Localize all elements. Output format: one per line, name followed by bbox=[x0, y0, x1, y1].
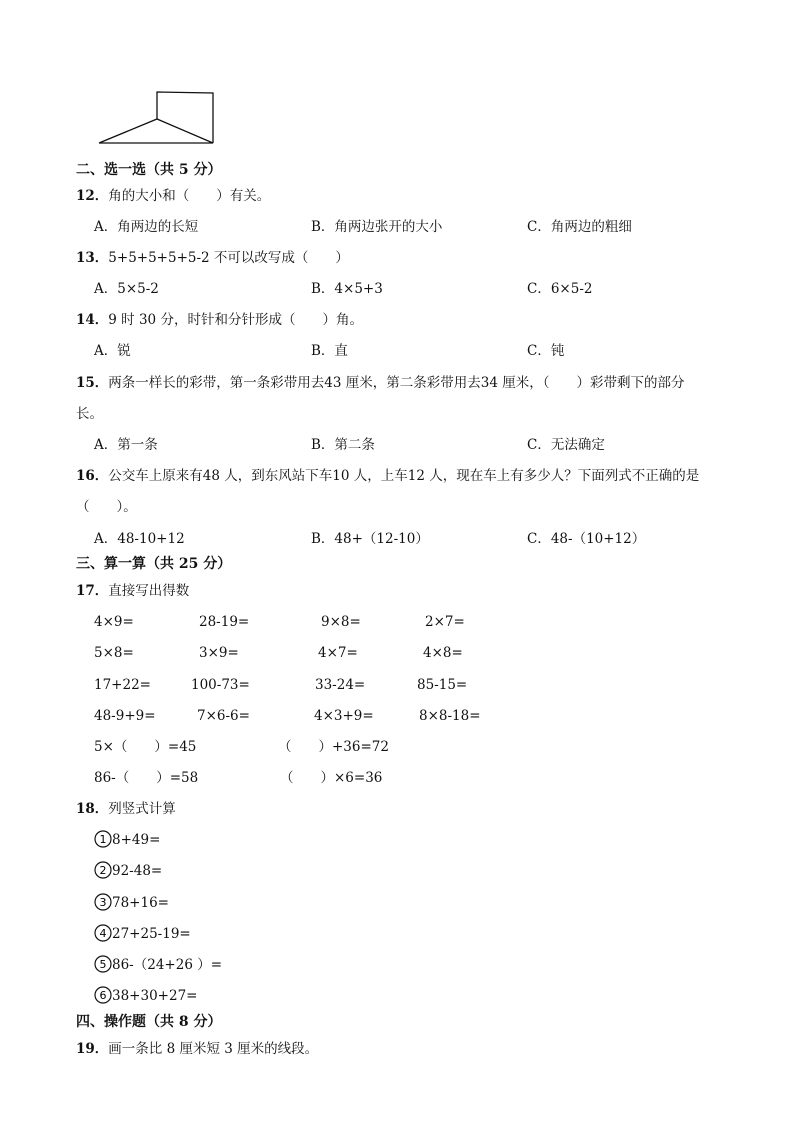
q14-option-c: C．钝 bbox=[527, 343, 565, 359]
calc-item: 5×8= bbox=[94, 645, 134, 661]
calc-item: 8×8-18= bbox=[419, 708, 481, 724]
vertical-calc-item bbox=[94, 986, 197, 1006]
question-text: 画一条比 8 厘米短 3 厘米的线段。 bbox=[108, 1041, 319, 1057]
question-text: 直接写出得数 bbox=[108, 583, 190, 599]
q15-option-a: A．第一条 bbox=[94, 437, 158, 453]
q15-option-b: B．第二条 bbox=[311, 437, 375, 453]
question-number: 16． bbox=[76, 468, 109, 484]
question-14 bbox=[76, 310, 363, 330]
question-18 bbox=[76, 799, 176, 819]
calc-item: （ ）×6=36 bbox=[280, 770, 383, 786]
circled-number-icon bbox=[94, 924, 112, 942]
svg-text:4: 4 bbox=[99, 927, 107, 940]
calc-item: 7×6-6= bbox=[197, 708, 250, 724]
section-2-heading: 二、选一选（共 5 分） bbox=[76, 162, 222, 178]
calc-expression: 92-48= bbox=[112, 863, 163, 879]
svg-text:1: 1 bbox=[99, 833, 107, 846]
question-number: 17． bbox=[76, 583, 109, 599]
question-text: 9 时 30 分，时针和分针形成（ ）角。 bbox=[108, 312, 363, 328]
svg-text:6: 6 bbox=[99, 989, 107, 1002]
section-4-heading: 四、操作题（共 8 分） bbox=[76, 1014, 222, 1030]
calc-item: 4×3+9= bbox=[314, 708, 374, 724]
question-text: 5+5+5+5+5-2 不可以改写成（ ） bbox=[108, 250, 349, 266]
q12-option-b: B．角两边张开的大小 bbox=[311, 219, 443, 235]
calc-expression: 8+49= bbox=[112, 832, 161, 848]
calc-item: 3×9= bbox=[199, 645, 239, 661]
question-12 bbox=[76, 186, 270, 206]
question-17 bbox=[76, 581, 189, 601]
q12-option-c: C．角两边的粗细 bbox=[527, 219, 632, 235]
q16-option-a: A．48-10+12 bbox=[94, 531, 185, 547]
question-number: 19． bbox=[76, 1041, 109, 1057]
question-19 bbox=[76, 1039, 318, 1059]
vertical-calc-item bbox=[94, 893, 169, 913]
calc-item: 17+22= bbox=[94, 677, 151, 693]
question-number: 12． bbox=[76, 188, 109, 204]
calc-expression: 78+16= bbox=[112, 895, 169, 911]
question-number: 18． bbox=[76, 801, 109, 817]
svg-text:5: 5 bbox=[99, 958, 107, 971]
q13-option-b: B．4×5+3 bbox=[311, 281, 383, 297]
question-text-line-1: 公交车上原来有48 人，到东风站下车10 人，上车12 人，现在车上有多少人？下面列式不正确的是 bbox=[108, 468, 700, 484]
calc-item: 9×8= bbox=[321, 614, 361, 630]
q16-option-b: B．48+（12-10） bbox=[311, 531, 429, 547]
calc-expression: 86-（24+26 ）= bbox=[112, 957, 223, 973]
calc-item: 86-（ ）=58 bbox=[94, 770, 199, 786]
question-15 bbox=[76, 373, 685, 393]
calc-item: （ ）+36=72 bbox=[278, 739, 389, 755]
question-16-line-2: （ ）。 bbox=[76, 499, 137, 515]
calc-item: 4×7= bbox=[318, 645, 358, 661]
q14-option-a: A．锐 bbox=[94, 343, 131, 359]
circled-number-icon bbox=[94, 893, 112, 911]
calc-item: 4×8= bbox=[423, 645, 463, 661]
calc-item: 100-73= bbox=[191, 677, 250, 693]
circled-number-icon bbox=[94, 830, 112, 848]
svg-text:3: 3 bbox=[99, 896, 107, 909]
circled-number-icon bbox=[94, 986, 112, 1004]
circled-number-icon bbox=[94, 861, 112, 879]
vertical-calc-item bbox=[94, 955, 222, 975]
question-text: 列竖式计算 bbox=[108, 801, 176, 817]
q12-option-a: A．角两边的长短 bbox=[94, 219, 199, 235]
q15-option-c: C．无法确定 bbox=[527, 437, 605, 453]
question-number: 14． bbox=[76, 312, 109, 328]
calc-item: 85-15= bbox=[417, 677, 468, 693]
question-15-line-2: 长。 bbox=[76, 406, 103, 422]
q13-option-a: A．5×5-2 bbox=[94, 281, 159, 297]
question-number: 15． bbox=[76, 375, 109, 391]
question-16 bbox=[76, 466, 699, 486]
vertical-calc-item bbox=[94, 924, 191, 944]
circled-number-icon bbox=[94, 955, 112, 973]
calc-item: 48-9+9= bbox=[94, 708, 156, 724]
q14-option-b: B．直 bbox=[311, 343, 348, 359]
calc-item: 2×7= bbox=[425, 614, 465, 630]
figure-angle-rays bbox=[99, 119, 213, 143]
q13-option-c: C．6×5-2 bbox=[527, 281, 593, 297]
vertical-calc-item bbox=[94, 861, 162, 881]
calc-item: 28-19= bbox=[199, 614, 250, 630]
question-text: 角的大小和（ ）有关。 bbox=[108, 188, 271, 204]
calc-expression: 27+25-19= bbox=[112, 926, 191, 942]
question-text-line-1: 两条一样长的彩带，第一条彩带用去43 厘米，第二条彩带用去34 厘米，（ ）彩带剩下的部分 bbox=[108, 375, 685, 391]
vertical-calc-item bbox=[94, 830, 160, 850]
q16-option-c: C．48-（10+12） bbox=[527, 531, 646, 547]
calc-expression: 38+30+27= bbox=[112, 988, 198, 1004]
figure-rectangle-edges bbox=[157, 92, 213, 143]
calc-item: 4×9= bbox=[94, 614, 134, 630]
angle-figure bbox=[95, 88, 219, 148]
question-13 bbox=[76, 248, 349, 268]
calc-item: 33-24= bbox=[315, 677, 366, 693]
calc-item: 5×（ ）=45 bbox=[94, 739, 197, 755]
section-3-heading: 三、算一算（共 25 分） bbox=[76, 556, 232, 572]
svg-text:2: 2 bbox=[99, 864, 107, 877]
question-number: 13． bbox=[76, 250, 109, 266]
